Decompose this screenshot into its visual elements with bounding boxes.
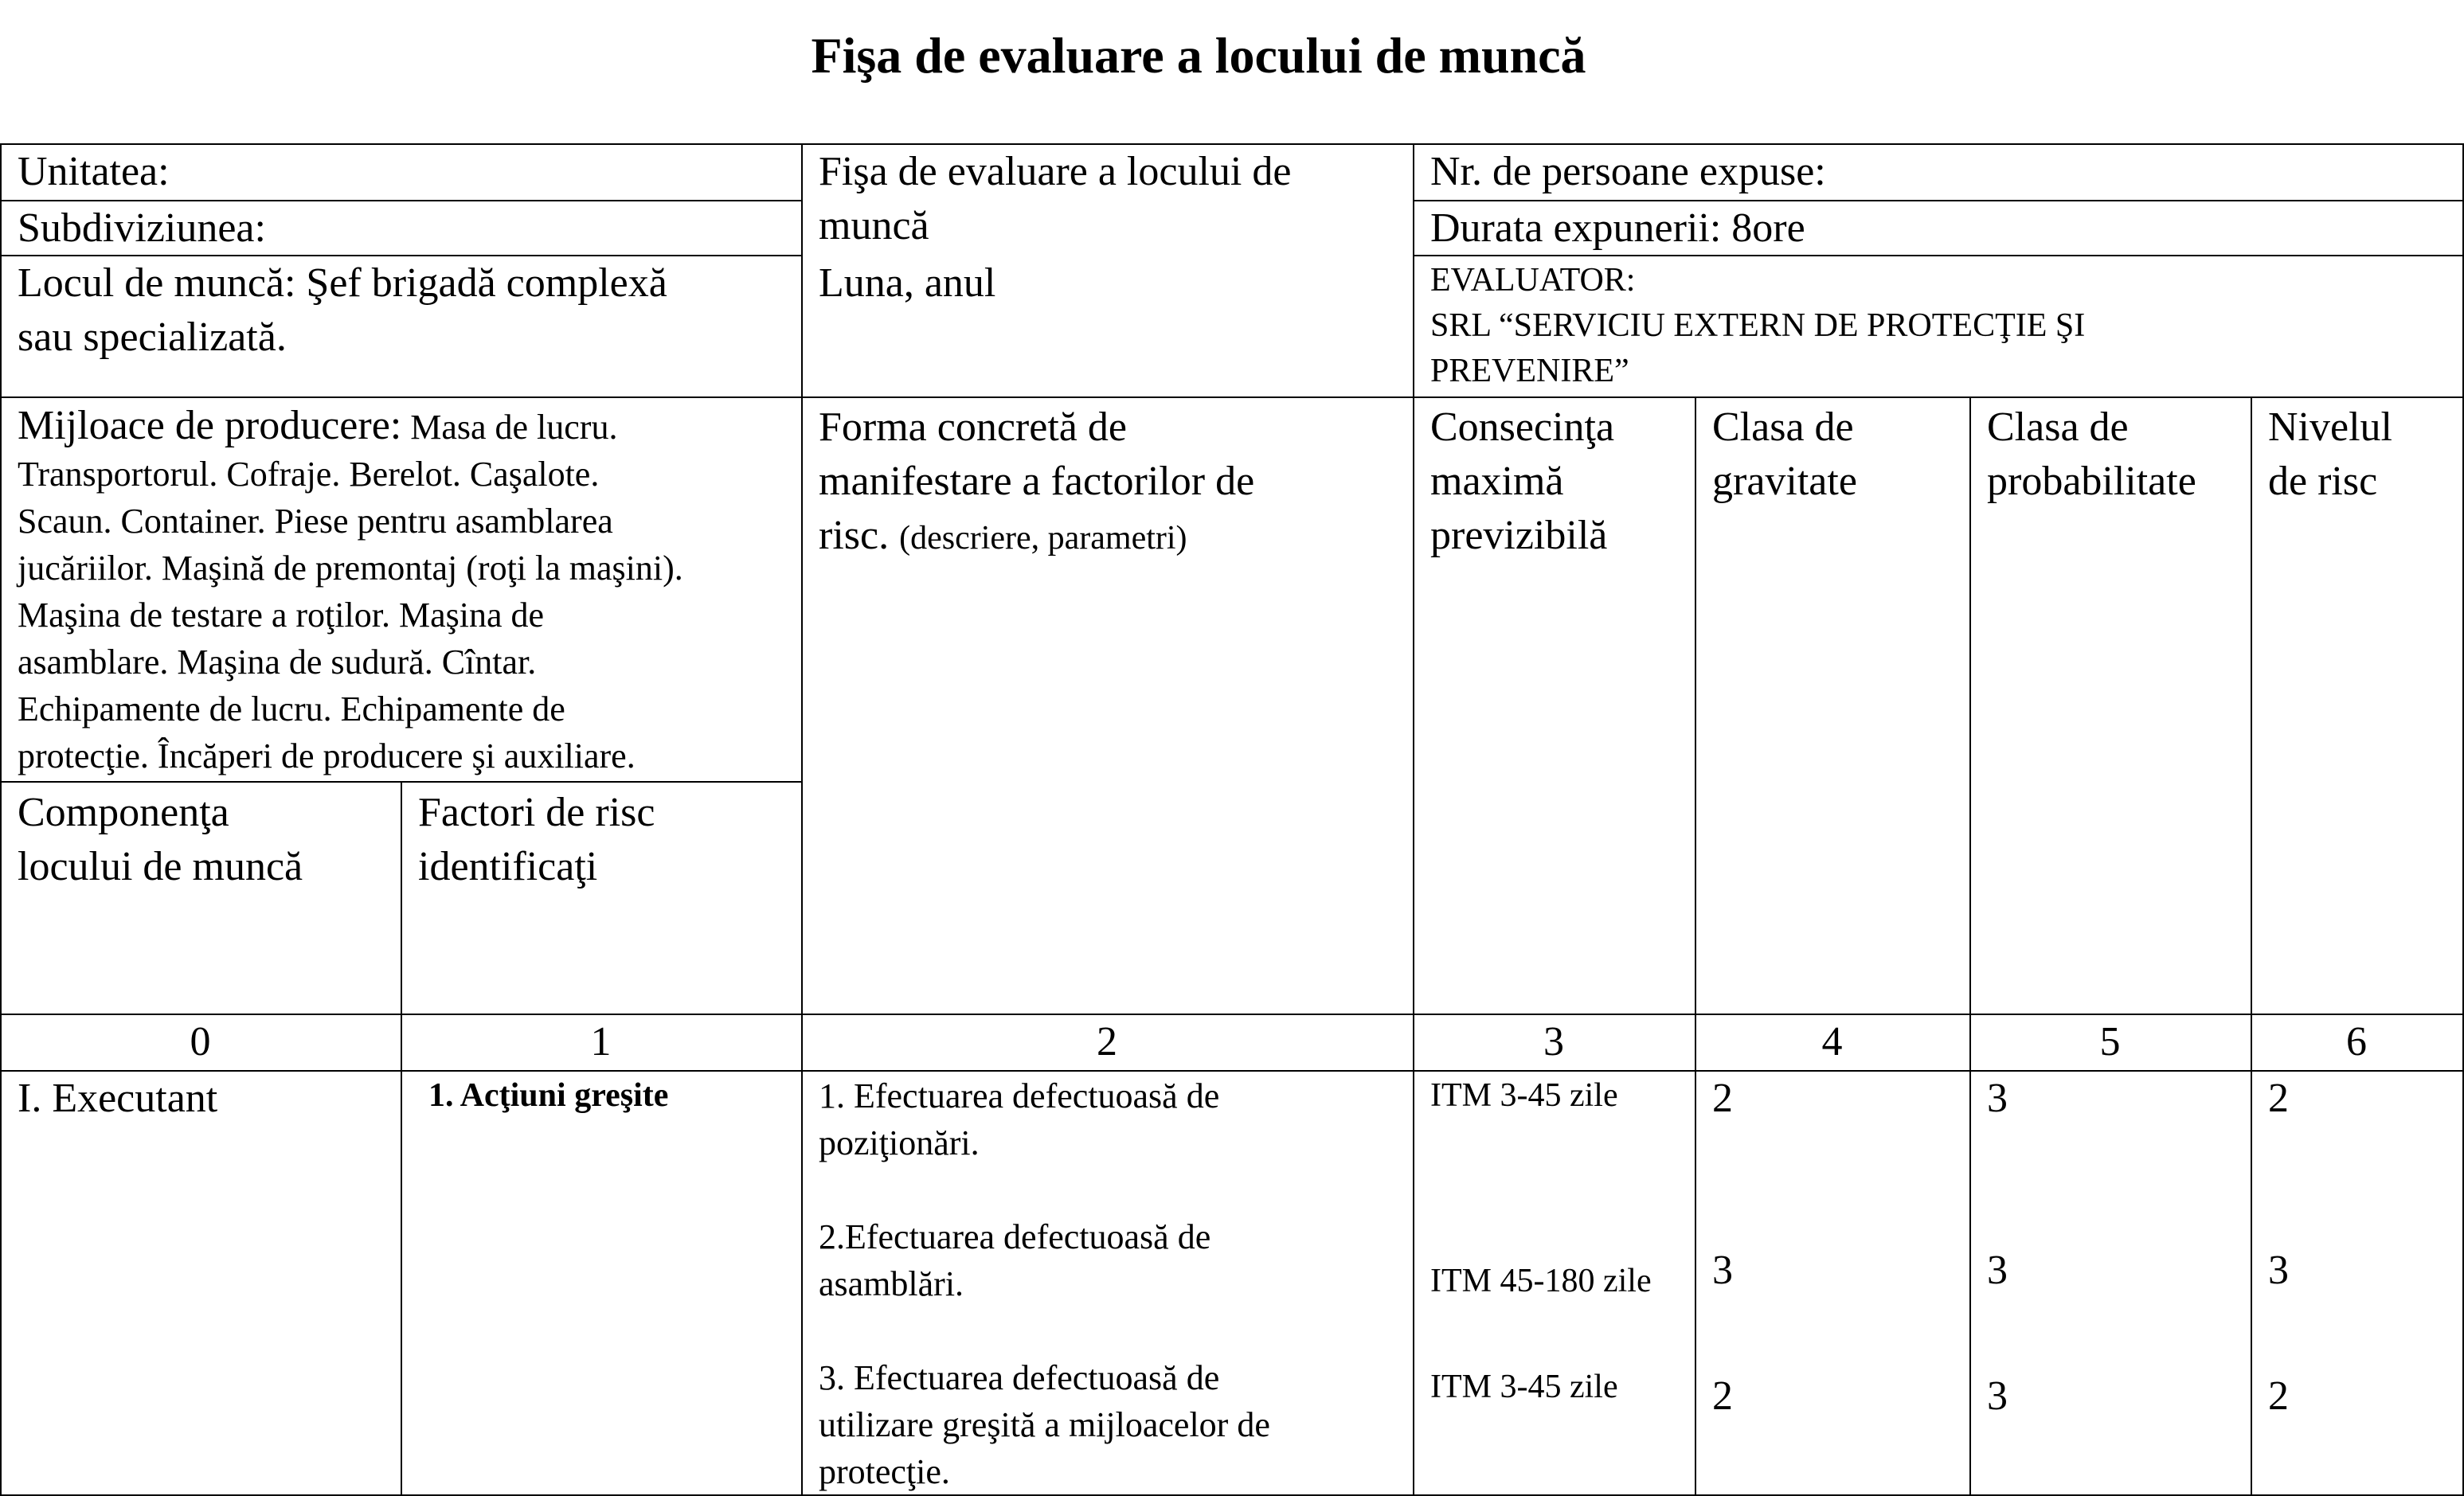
form-header-sub: (descriere, parametri) (899, 520, 1187, 557)
month-year-label: Luna, anul (819, 260, 996, 306)
component-cell: I. Executant (18, 1076, 218, 1121)
column-number: 5 (2099, 1019, 2121, 1064)
table-line (2251, 396, 2252, 1496)
workplace-label: Locul de muncă: Şef brigadă complexă sau specializată. (18, 260, 667, 360)
column-header-form (819, 400, 1254, 563)
risk-description: 1. Efectuarea defectuoasă de poziţionări. (819, 1076, 1220, 1162)
column-header-severity: Clasa de gravitate (1712, 404, 1857, 504)
table-line (1695, 396, 1696, 1496)
risk-factor-cell: 1. Acţiuni greşite (428, 1077, 669, 1114)
column-number: 0 (190, 1019, 211, 1064)
severity-cell: 3 (1712, 1248, 1733, 1293)
column-number: 3 (1543, 1019, 1564, 1064)
column-number: 6 (2346, 1019, 2367, 1064)
column-number: 2 (1097, 1019, 1117, 1064)
risk-level-cell: 2 (2268, 1076, 2289, 1121)
table-line (1969, 396, 1971, 1496)
table-line (0, 396, 2464, 398)
risk-description: 3. Efectuarea defectuoasă de utilizare greşită a mijloacelor de protecţie. (819, 1358, 1270, 1491)
means-of-production (18, 402, 683, 779)
column-header-consequence: Consecinţa maximă previzibilă (1430, 404, 1615, 558)
means-label: Mijloace de producere: (18, 403, 402, 448)
table-line (1413, 143, 1414, 1496)
exposure-duration-label: Durata expunerii: 8ore (1430, 205, 1805, 251)
table-line (0, 143, 2, 1496)
risk-description: 2.Efectuarea defectuoasă de asamblări. (819, 1217, 1211, 1303)
exposed-persons-label: Nr. de persoane expuse: (1430, 149, 1826, 194)
table-line (401, 781, 402, 1496)
evaluator-label: EVALUATOR: SRL “SERVICIU EXTERN DE PROTECŢIE ŞI PREVENIRE” (1430, 262, 2086, 389)
consequence-cell: ITM 3-45 zile (1430, 1077, 1618, 1114)
means-text: Masa de lucru. Transportorul. Cofraje. Berelot. Caşalote. Scaun. Container. Piese pentru asamblarea jucăriilor. Maşină de premontaj (roţi la maşini). Maşina de testare a roţilor. Maşina de asamblare. Maşina de sudură. Cîntar. Echipamente de lucru. Echipamente de protecţie. Încăperi de producere şi auxiliare. (18, 408, 683, 775)
page-title: Fişa de evaluare a locului de muncă (811, 27, 1586, 84)
probability-cell: 3 (1987, 1248, 2008, 1293)
column-header-probability: Clasa de probabilitate (1987, 404, 2196, 504)
column-header-risk-factors: Factori de risc identificaţi (418, 790, 655, 889)
risk-level-cell: 2 (2268, 1373, 2289, 1419)
sheet-title-cell: Fişa de evaluare a locului de muncă (819, 149, 1292, 248)
consequence-cell: ITM 3-45 zile (1430, 1369, 1618, 1405)
column-header-component: Componenţa locului de muncă (18, 790, 303, 889)
subdivision-label: Subdiviziunea: (18, 205, 266, 251)
consequence-cell: ITM 45-180 zile (1430, 1263, 1652, 1299)
column-number: 4 (1821, 1019, 1843, 1064)
severity-cell: 2 (1712, 1076, 1733, 1121)
column-header-risk-level: Nivelul de risc (2268, 404, 2392, 504)
probability-cell: 3 (1987, 1076, 2008, 1121)
table-line (0, 1070, 2464, 1072)
risk-level-cell: 3 (2268, 1248, 2289, 1293)
table-line (801, 143, 803, 1496)
probability-cell: 3 (1987, 1373, 2008, 1419)
column-number: 1 (590, 1019, 612, 1064)
form-header-main: Forma concretă de manifestare a factorilor de risc. (819, 404, 1255, 558)
severity-cell: 2 (1712, 1373, 1733, 1419)
unit-label: Unitatea: (18, 149, 170, 194)
